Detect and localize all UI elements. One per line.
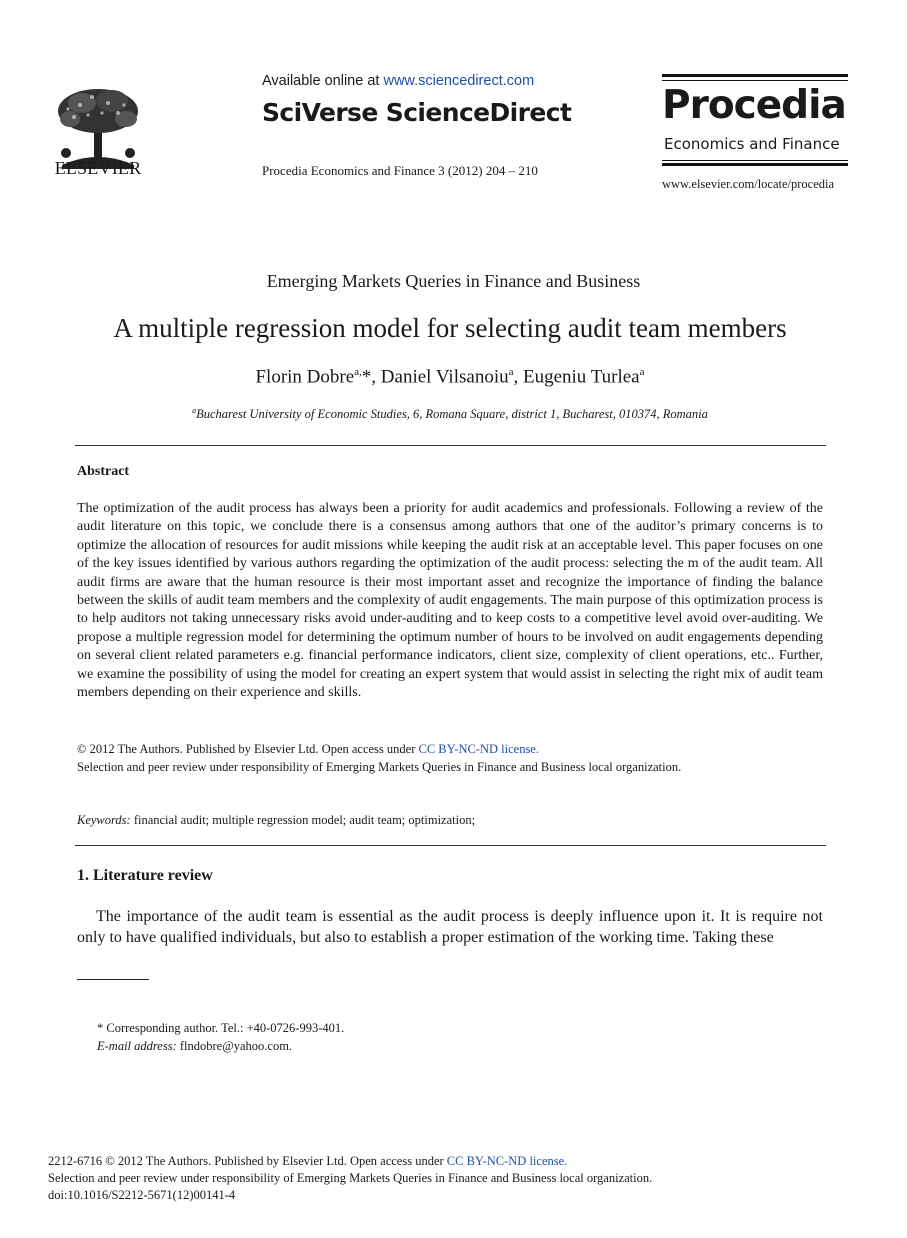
affiliation-mark: a bbox=[192, 406, 197, 415]
brand-rule bbox=[662, 163, 848, 166]
journal-reference: Procedia Economics and Finance 3 (2012) 204 – 210 bbox=[262, 163, 538, 178]
article-title: A multiple regression model for selecting audit team members bbox=[113, 313, 787, 343]
section-body: The importance of the audit team is essential as the audit process is deeply influence upon it. It is require not only to have qualified individuals, but also to establish a proper estimation of the working time. Taking these bbox=[77, 908, 823, 946]
author-separator: , bbox=[513, 366, 523, 388]
author-list bbox=[0, 366, 900, 388]
author-separator: , bbox=[371, 366, 381, 388]
copyright-text: © 2012 The Authors. Published by Elsevier Ltd. Open access under bbox=[77, 742, 419, 756]
keywords-label: Keywords: bbox=[77, 813, 131, 827]
journal-subtitle: Economics and Finance bbox=[664, 135, 840, 153]
footer-peer-review: Selection and peer review under responsibility of Emerging Markets Queries in Finance and Business local organization. bbox=[48, 1171, 653, 1185]
corresponding-mark: * bbox=[361, 366, 372, 388]
availability-prefix: Available online at bbox=[262, 73, 384, 89]
author-name: Daniel Vilsanoiu bbox=[380, 366, 509, 388]
sciencedirect-link[interactable]: www.sciencedirect.com bbox=[383, 73, 535, 89]
author-affiliation-mark: a, bbox=[354, 366, 362, 378]
copyright-line bbox=[77, 742, 539, 757]
availability-line bbox=[262, 73, 534, 89]
email-label: E-mail address: bbox=[97, 1039, 177, 1053]
footer-doi: doi:10.1016/S2212-5671(12)00141-4 bbox=[48, 1188, 236, 1202]
footer-license-link[interactable]: CC BY-NC-ND license. bbox=[446, 1154, 568, 1168]
section-divider bbox=[75, 445, 826, 446]
footer-issn-text: 2212-6716 © 2012 The Authors. Published by Elsevier Ltd. Open access under bbox=[48, 1154, 447, 1168]
affiliation-text: Bucharest University of Economic Studies, 6, Romana Square, district 1, Bucharest, 010374, Romania bbox=[196, 407, 708, 422]
brand-rule bbox=[662, 80, 848, 81]
keywords-line bbox=[77, 813, 475, 828]
corresponding-author-note: * Corresponding author. Tel.: +40-0726-993-401. bbox=[97, 1021, 345, 1035]
abstract-heading: Abstract bbox=[77, 464, 130, 479]
conference-name: Emerging Markets Queries in Finance and Business bbox=[266, 271, 641, 291]
brand-rule bbox=[662, 160, 848, 161]
footnote-rule bbox=[77, 979, 149, 980]
email-note bbox=[97, 1039, 292, 1054]
footer-issn-line bbox=[48, 1154, 567, 1169]
author-name: Florin Dobre bbox=[255, 366, 355, 388]
section-heading: 1. Literature review bbox=[77, 867, 213, 884]
brand-rule bbox=[662, 74, 848, 77]
publisher-name: ELSEVIER bbox=[54, 158, 142, 178]
peer-review-note: Selection and peer review under responsibility of Emerging Markets Queries in Finance and Business local organization. bbox=[77, 760, 682, 774]
keywords-list: financial audit; multiple regression model; audit team; optimization; bbox=[130, 813, 476, 827]
platform-name: SciVerse ScienceDirect bbox=[262, 98, 572, 127]
license-link[interactable]: CC BY-NC-ND license. bbox=[418, 742, 539, 756]
author-name: Eugeniu Turlea bbox=[522, 366, 640, 388]
email-address[interactable]: flndobre@yahoo.com. bbox=[176, 1039, 293, 1053]
abstract-body: The optimization of the audit process has always been a priority for audit academics and professionals. Following a review of the audit literature on this topic, we conclude there is a consensus among authors that one of the auditor’s primary concerns is to optimize the allocation of resources for audit missions while keeping the audit risk at an acceptable level. This paper focuses on one of the key issues identified by various authors regarding the optimization of the audit process: selecting the m of the audit team. All audit firms are aware that the human resource is their most important asset and recognize the importance of finding the balance between the skills of audit team members and the complexity of audit engagements. The main purpose of this optimization process is to help auditors not taking unnecessary risks avoid under-auditing and to keep costs to a competitive level avoid over-auditing. We propose a multiple regression model for determining the optimum number of hours to be involved on audit engagements depending on several client related parameters e.g. financial performance indicators, client size, complexity of client operations, etc.. Further, we examine the possibility of using the model for creating an expert system that would assist in selecting the right mix of audit team members depending on their experience and skills. bbox=[77, 501, 823, 701]
journal-brand: Procedia bbox=[662, 83, 846, 128]
author-affiliation-mark: a bbox=[508, 366, 514, 378]
journal-url[interactable]: www.elsevier.com/locate/procedia bbox=[662, 177, 835, 191]
affiliation bbox=[0, 406, 900, 422]
section-divider bbox=[75, 845, 826, 846]
author-affiliation-mark: a bbox=[639, 366, 645, 378]
